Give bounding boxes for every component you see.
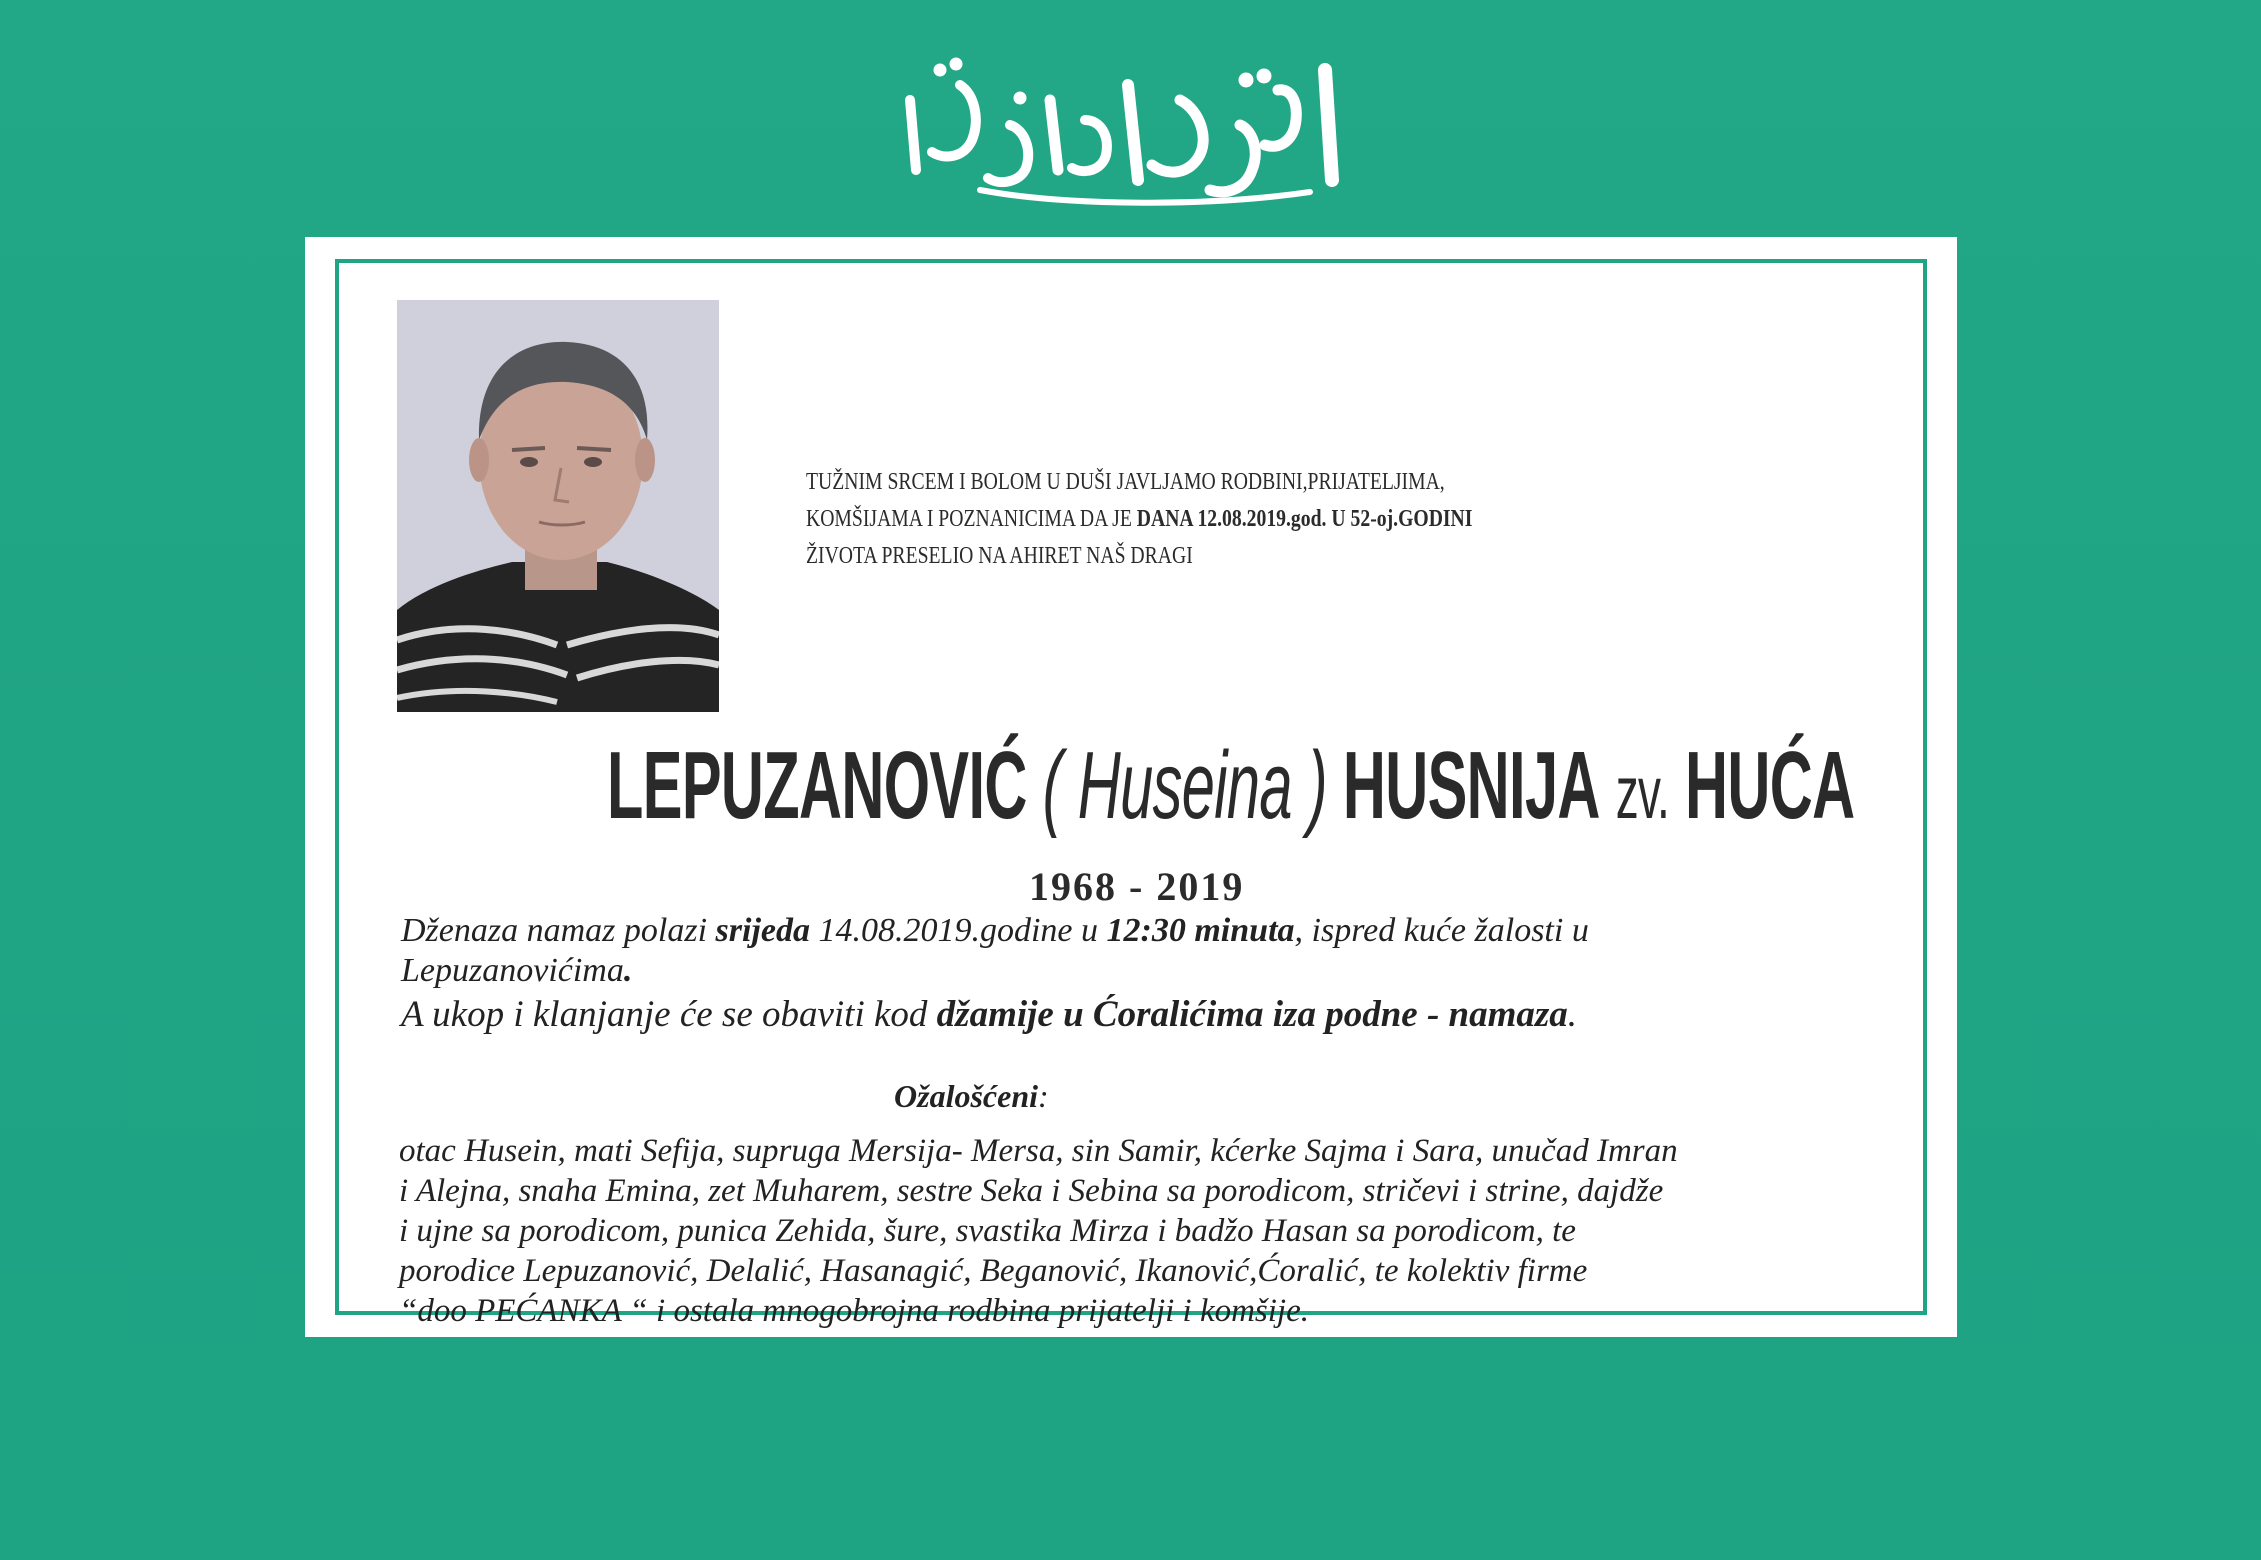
portrait-photo — [397, 300, 719, 712]
intro-line-2 — [806, 501, 1544, 538]
deceased-father-name: ( Huseina ) — [1042, 732, 1327, 839]
mourners-line: porodice Lepuzanović, Delalić, Hasanagić, Beganović, Ikanović,Ćoralić, te kolektiv firme — [399, 1253, 1588, 1289]
funeral-line-2 — [401, 951, 1961, 991]
intro-line-1: TUŽNIM SRCEM I BOLOM U DUŠI JAVLJAMO RODBINI,PRIJATELJIMA, — [806, 469, 1445, 495]
intro-date-age: DANA 12.08.2019.god. U 52-oj.GODINI — [1136, 506, 1473, 532]
funeral-time: 12:30 minuta — [1106, 912, 1295, 949]
mourners-heading — [894, 1078, 1049, 1115]
funeral-place: Lepuzanovićima — [401, 952, 624, 989]
deceased-name — [607, 731, 2007, 841]
life-years: 1968 - 2019 — [1029, 864, 1245, 909]
mourners-list — [399, 1131, 1979, 1331]
intro-line-2-prefix: KOMŠIJAMA I POZNANICIMA DA JE — [806, 506, 1132, 532]
burial-text: A ukop i klanjanje će se obaviti kod — [401, 994, 937, 1035]
mourners-line: i ujne sa porodicom, punica Zehida, šure, svastika Mirza i badžo Hasan sa porodicom, te — [399, 1213, 1576, 1249]
announcement-intro — [806, 464, 1544, 575]
burial-period: . — [1567, 994, 1578, 1035]
intro-line-3: ŽIVOTA PRESELIO NA AHIRET NAŠ DRAGI — [806, 543, 1193, 569]
card-border — [335, 259, 1927, 1329]
funeral-line-1 — [401, 911, 1961, 951]
funeral-text-e: , ispred kuće žalosti u — [1294, 912, 1589, 949]
nickname-prefix: zv. — [1615, 751, 1670, 834]
deceased-surname: LEPUZANOVIĆ — [607, 732, 1027, 839]
deceased-first-name: HUSNIJA — [1342, 732, 1600, 839]
funeral-period: . — [623, 952, 633, 989]
mourners-line: “doo PEĆANKA “ i ostala mnogobrojna rodbina prijatelji i komšije. — [399, 1293, 1309, 1329]
obituary-card — [305, 237, 1957, 1337]
mourners-line: otac Husein, mati Sefija, supruga Mersija- Mersa, sin Samir, kćerke Sajma i Sara, unučad Imran — [399, 1133, 1678, 1169]
mourners-title-text: Ožalošćeni — [894, 1078, 1038, 1114]
funeral-prayer-info — [401, 911, 1961, 991]
burial-location: džamije u Ćoralićima iza podne - namaza — [936, 994, 1568, 1035]
funeral-day: srijeda — [715, 912, 810, 949]
deceased-nickname: HUĆA — [1684, 732, 1855, 839]
funeral-text-a: Dženaza namaz polazi — [401, 912, 716, 949]
arabic-calligraphy-header — [880, 30, 1360, 220]
funeral-date: 14.08.2019.godine u — [809, 912, 1107, 949]
burial-info — [401, 993, 1961, 1037]
mourners-line: i Alejna, snaha Emina, zet Muharem, sestre Seka i Sebina sa porodicom, stričevi i strine, dajdže — [399, 1173, 1664, 1209]
mourners-title-colon: : — [1038, 1078, 1049, 1114]
